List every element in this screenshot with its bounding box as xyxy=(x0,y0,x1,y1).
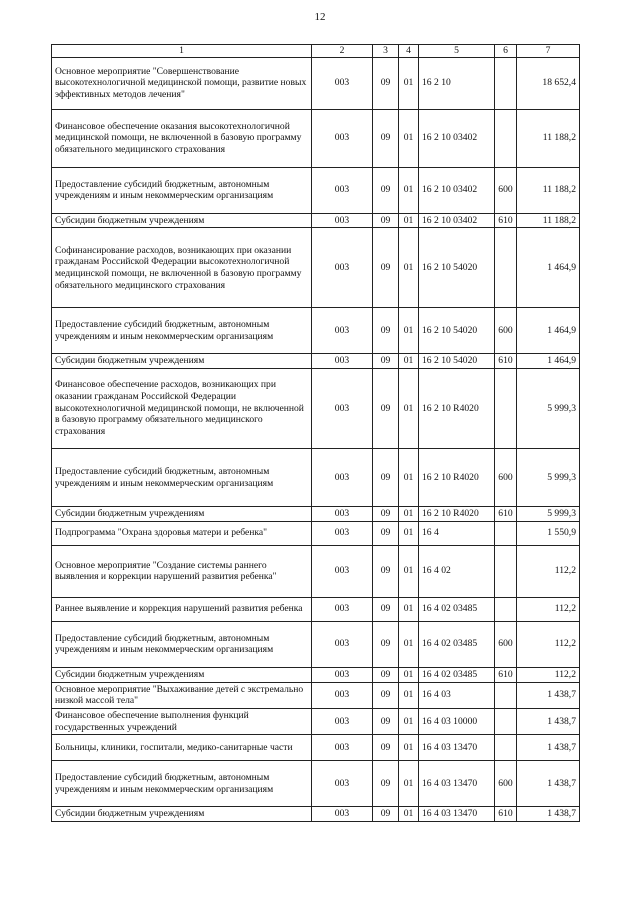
row-amount: 112,2 xyxy=(517,597,580,621)
table-row xyxy=(52,708,580,734)
row-target-article: 16 2 10 54020 xyxy=(419,308,495,354)
row-grbs-code: 003 xyxy=(312,545,373,597)
row-subsection-code: 01 xyxy=(399,109,419,167)
header-cell: 4 xyxy=(399,45,419,58)
row-target-article: 16 2 10 03402 xyxy=(419,109,495,167)
row-subsection-code: 01 xyxy=(399,708,419,734)
row-section-code: 09 xyxy=(373,507,399,522)
row-target-article: 16 2 10 54020 xyxy=(419,354,495,369)
row-name: Субсидии бюджетным учреждениям xyxy=(52,213,312,228)
row-subsection-code: 01 xyxy=(399,308,419,354)
page-number: 12 xyxy=(314,11,326,23)
row-section-code: 09 xyxy=(373,597,399,621)
row-grbs-code: 003 xyxy=(312,308,373,354)
table-row xyxy=(52,507,580,522)
row-subsection-code: 01 xyxy=(399,621,419,667)
row-expense-type: 610 xyxy=(495,213,517,228)
row-expense-type xyxy=(495,369,517,449)
row-subsection-code: 01 xyxy=(399,597,419,621)
row-grbs-code: 003 xyxy=(312,761,373,807)
row-grbs-code: 003 xyxy=(312,621,373,667)
row-subsection-code: 01 xyxy=(399,57,419,109)
row-grbs-code: 003 xyxy=(312,228,373,308)
row-name: Субсидии бюджетным учреждениям xyxy=(52,507,312,522)
row-target-article: 16 2 10 54020 xyxy=(419,228,495,308)
row-section-code: 09 xyxy=(373,682,399,708)
row-grbs-code: 003 xyxy=(312,667,373,682)
row-name: Субсидии бюджетным учреждениям xyxy=(52,354,312,369)
row-subsection-code: 01 xyxy=(399,521,419,545)
row-subsection-code: 01 xyxy=(399,682,419,708)
row-name: Основное мероприятие "Выхаживание детей с экстремально низкой массой тела" xyxy=(52,682,312,708)
row-subsection-code: 01 xyxy=(399,667,419,682)
row-section-code: 09 xyxy=(373,521,399,545)
row-expense-type: 600 xyxy=(495,621,517,667)
header-cell: 7 xyxy=(517,45,580,58)
row-section-code: 09 xyxy=(373,354,399,369)
row-target-article: 16 4 02 xyxy=(419,545,495,597)
row-name: Предоставление субсидий бюджетным, автономным учреждениям и иным некоммерческим организациям xyxy=(52,449,312,507)
row-section-code: 09 xyxy=(373,369,399,449)
row-amount: 1 438,7 xyxy=(517,761,580,807)
row-target-article: 16 4 02 03485 xyxy=(419,667,495,682)
header-cell: 6 xyxy=(495,45,517,58)
row-expense-type: 600 xyxy=(495,308,517,354)
row-expense-type xyxy=(495,597,517,621)
row-amount: 1 550,9 xyxy=(517,521,580,545)
row-expense-type xyxy=(495,735,517,761)
row-name: Финансовое обеспечение выполнения функций государственных учреждений xyxy=(52,708,312,734)
row-name: Предоставление субсидий бюджетным, автономным учреждениям и иным некоммерческим организациям xyxy=(52,167,312,213)
budget-table xyxy=(51,44,580,822)
row-expense-type: 600 xyxy=(495,449,517,507)
row-subsection-code: 01 xyxy=(399,213,419,228)
row-target-article: 16 4 xyxy=(419,521,495,545)
row-expense-type xyxy=(495,109,517,167)
row-name: Субсидии бюджетным учреждениям xyxy=(52,667,312,682)
row-subsection-code: 01 xyxy=(399,761,419,807)
row-subsection-code: 01 xyxy=(399,545,419,597)
row-expense-type xyxy=(495,57,517,109)
row-grbs-code: 003 xyxy=(312,735,373,761)
row-target-article: 16 2 10 R4020 xyxy=(419,369,495,449)
row-subsection-code: 01 xyxy=(399,354,419,369)
row-amount: 18 652,4 xyxy=(517,57,580,109)
row-name: Финансовое обеспечение расходов, возникающих при оказании гражданам Российской Федерации высокотехнологичной медицинской помощи, не включенной в базовую программу обязательного медицинского страхования xyxy=(52,369,312,449)
table-row xyxy=(52,449,580,507)
row-grbs-code: 003 xyxy=(312,597,373,621)
row-expense-type: 610 xyxy=(495,507,517,522)
header-cell: 1 xyxy=(52,45,312,58)
row-grbs-code: 003 xyxy=(312,682,373,708)
table-row xyxy=(52,735,580,761)
row-grbs-code: 003 xyxy=(312,109,373,167)
row-name: Предоставление субсидий бюджетным, автономным учреждениям и иным некоммерческим организациям xyxy=(52,761,312,807)
row-expense-type xyxy=(495,545,517,597)
row-amount: 1 438,7 xyxy=(517,807,580,822)
row-name: Основное мероприятие "Создание системы раннего выявления и коррекции нарушений развития ребенка" xyxy=(52,545,312,597)
row-target-article: 16 4 02 03485 xyxy=(419,621,495,667)
row-section-code: 09 xyxy=(373,228,399,308)
row-section-code: 09 xyxy=(373,308,399,354)
row-name: Предоставление субсидий бюджетным, автономным учреждениям и иным некоммерческим организациям xyxy=(52,308,312,354)
row-amount: 5 999,3 xyxy=(517,507,580,522)
row-name: Софинансирование расходов, возникающих при оказании гражданам Российской Федерации высокотехнологичной медицинской помощи, не включенной в базовую программу обязательного медицинского страхования xyxy=(52,228,312,308)
row-expense-type: 600 xyxy=(495,167,517,213)
row-amount: 1 438,7 xyxy=(517,735,580,761)
row-target-article: 16 2 10 03402 xyxy=(419,213,495,228)
row-amount: 1 464,9 xyxy=(517,228,580,308)
row-amount: 11 188,2 xyxy=(517,213,580,228)
row-target-article: 16 2 10 R4020 xyxy=(419,449,495,507)
row-subsection-code: 01 xyxy=(399,228,419,308)
table-row xyxy=(52,521,580,545)
row-target-article: 16 4 03 13470 xyxy=(419,735,495,761)
row-grbs-code: 003 xyxy=(312,708,373,734)
header-cell: 3 xyxy=(373,45,399,58)
row-target-article: 16 4 03 xyxy=(419,682,495,708)
row-name: Подпрограмма "Охрана здоровья матери и ребенка" xyxy=(52,521,312,545)
table-row xyxy=(52,369,580,449)
row-subsection-code: 01 xyxy=(399,507,419,522)
row-expense-type: 610 xyxy=(495,807,517,822)
row-section-code: 09 xyxy=(373,708,399,734)
table-row xyxy=(52,682,580,708)
row-grbs-code: 003 xyxy=(312,449,373,507)
row-target-article: 16 4 02 03485 xyxy=(419,597,495,621)
row-amount: 112,2 xyxy=(517,667,580,682)
row-target-article: 16 4 03 13470 xyxy=(419,807,495,822)
row-target-article: 16 2 10 03402 xyxy=(419,167,495,213)
row-section-code: 09 xyxy=(373,545,399,597)
table-row xyxy=(52,761,580,807)
row-amount: 1 438,7 xyxy=(517,682,580,708)
row-section-code: 09 xyxy=(373,57,399,109)
table-row xyxy=(52,109,580,167)
row-grbs-code: 003 xyxy=(312,807,373,822)
row-amount: 112,2 xyxy=(517,545,580,597)
row-section-code: 09 xyxy=(373,735,399,761)
table-row xyxy=(52,167,580,213)
row-expense-type: 610 xyxy=(495,354,517,369)
row-section-code: 09 xyxy=(373,449,399,507)
row-section-code: 09 xyxy=(373,109,399,167)
row-subsection-code: 01 xyxy=(399,735,419,761)
row-section-code: 09 xyxy=(373,213,399,228)
row-name: Субсидии бюджетным учреждениям xyxy=(52,807,312,822)
table-row xyxy=(52,228,580,308)
row-grbs-code: 003 xyxy=(312,213,373,228)
row-amount: 11 188,2 xyxy=(517,167,580,213)
row-section-code: 09 xyxy=(373,167,399,213)
row-grbs-code: 003 xyxy=(312,167,373,213)
row-subsection-code: 01 xyxy=(399,449,419,507)
row-subsection-code: 01 xyxy=(399,807,419,822)
table-row xyxy=(52,621,580,667)
row-amount: 5 999,3 xyxy=(517,449,580,507)
table-row xyxy=(52,597,580,621)
table-row xyxy=(52,545,580,597)
row-name: Предоставление субсидий бюджетным, автономным учреждениям и иным некоммерческим организациям xyxy=(52,621,312,667)
row-expense-type xyxy=(495,228,517,308)
row-grbs-code: 003 xyxy=(312,369,373,449)
table-row xyxy=(52,354,580,369)
row-amount: 112,2 xyxy=(517,621,580,667)
row-subsection-code: 01 xyxy=(399,369,419,449)
row-target-article: 16 2 10 R4020 xyxy=(419,507,495,522)
row-section-code: 09 xyxy=(373,667,399,682)
row-name: Раннее выявление и коррекция нарушений развития ребенка xyxy=(52,597,312,621)
row-expense-type: 610 xyxy=(495,667,517,682)
header-row xyxy=(52,45,580,58)
row-grbs-code: 003 xyxy=(312,354,373,369)
row-target-article: 16 4 03 10000 xyxy=(419,708,495,734)
budget-table-body xyxy=(52,57,580,821)
row-expense-type xyxy=(495,682,517,708)
row-subsection-code: 01 xyxy=(399,167,419,213)
row-expense-type xyxy=(495,708,517,734)
row-amount: 1 438,7 xyxy=(517,708,580,734)
row-name: Больницы, клиники, госпитали, медико-санитарные части xyxy=(52,735,312,761)
table-row xyxy=(52,308,580,354)
row-grbs-code: 003 xyxy=(312,507,373,522)
table-row xyxy=(52,57,580,109)
row-section-code: 09 xyxy=(373,761,399,807)
row-name: Финансовое обеспечение оказания высокотехнологичной медицинской помощи, не включенной в базовую программу обязательного медицинского страхования xyxy=(52,109,312,167)
table-row xyxy=(52,807,580,822)
row-amount: 1 464,9 xyxy=(517,308,580,354)
row-target-article: 16 2 10 xyxy=(419,57,495,109)
row-expense-type xyxy=(495,521,517,545)
row-expense-type: 600 xyxy=(495,761,517,807)
table-row xyxy=(52,667,580,682)
row-section-code: 09 xyxy=(373,621,399,667)
row-section-code: 09 xyxy=(373,807,399,822)
row-amount: 5 999,3 xyxy=(517,369,580,449)
row-target-article: 16 4 03 13470 xyxy=(419,761,495,807)
header-cell: 5 xyxy=(419,45,495,58)
row-amount: 11 188,2 xyxy=(517,109,580,167)
table-row xyxy=(52,213,580,228)
row-grbs-code: 003 xyxy=(312,57,373,109)
header-cell: 2 xyxy=(312,45,373,58)
row-grbs-code: 003 xyxy=(312,521,373,545)
row-name: Основное мероприятие "Совершенствование высокотехнологичной медицинской помощи, развитие новых эффективных методов лечения" xyxy=(52,57,312,109)
row-amount: 1 464,9 xyxy=(517,354,580,369)
